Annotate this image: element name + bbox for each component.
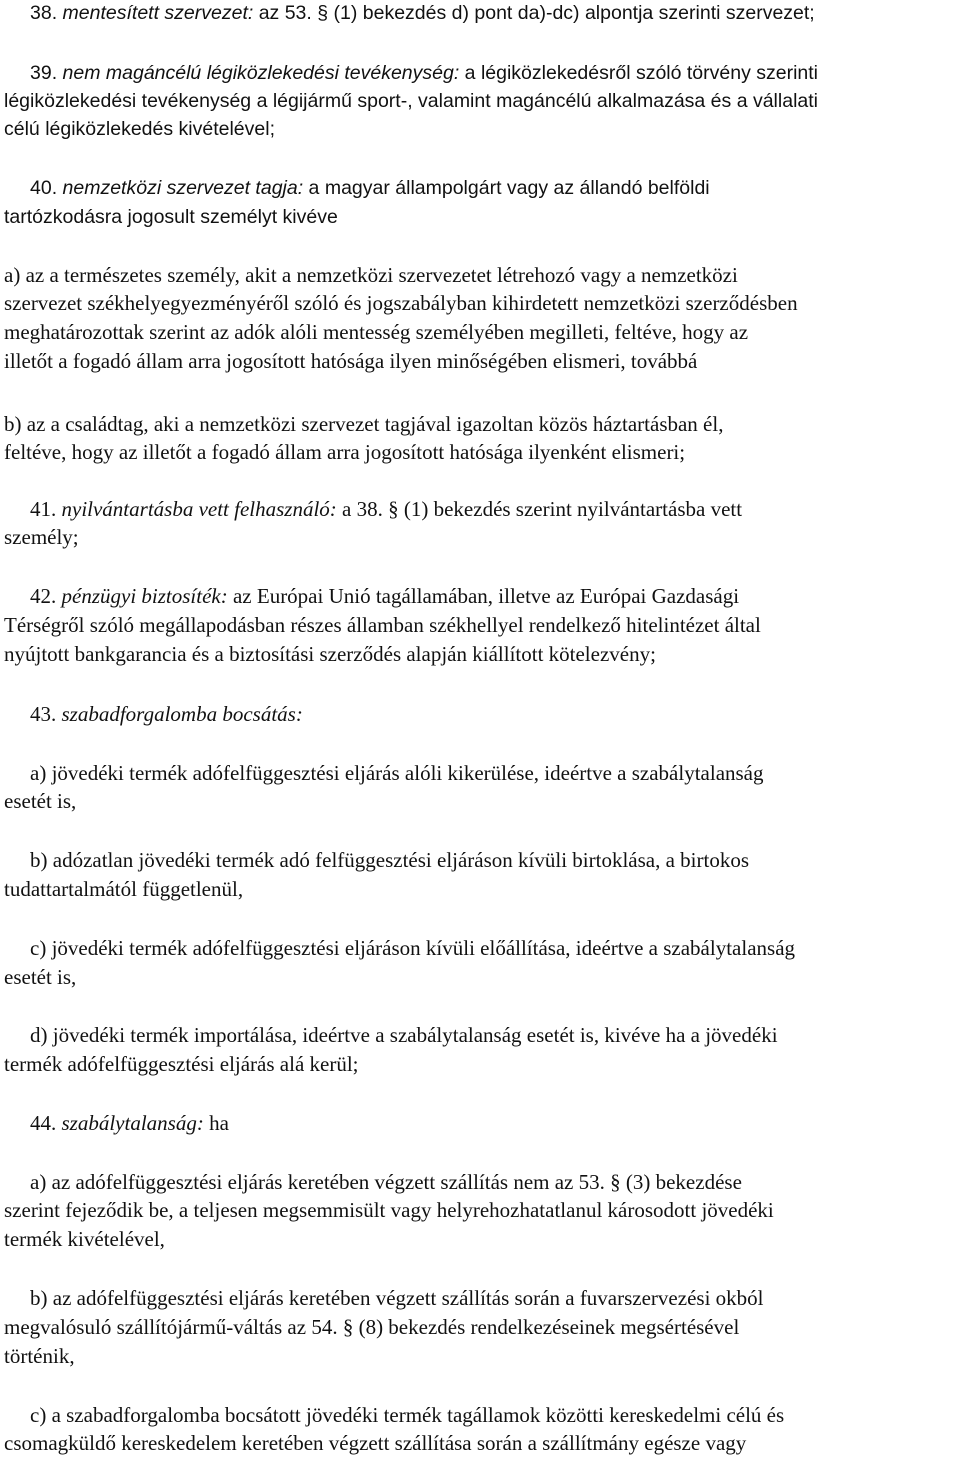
- definition-40-a-line-2: szervezet székhelyegyezményéről szóló és jogszabályban kihirdetett nemzetközi szerződésben: [4, 291, 798, 315]
- definition-44-c-line-2: csomagküldő kereskedelem keretében végzett szállítása során a szállítmány egésze vagy: [4, 1431, 747, 1455]
- definition-44-a-line-3: termék kivételével,: [4, 1227, 165, 1251]
- definition-43-a-line-1: a) jövedéki termék adófelfüggesztési eljárás alóli kikerülése, ideértve a szabálytalanság: [30, 761, 764, 785]
- definition-44-line-1: [30, 1110, 229, 1136]
- defined-term: pénzügyi biztosíték:: [61, 584, 228, 608]
- definition-43-line-1: [30, 701, 303, 727]
- definition-40-line-1: [30, 175, 710, 201]
- definition-43-c-line-2: esetét is,: [4, 965, 77, 989]
- item-number: 40.: [30, 177, 63, 199]
- item-number: 41.: [30, 497, 62, 521]
- definition-44-b-line-3: történik,: [4, 1344, 75, 1368]
- definition-40-b-line-2: feltéve, hogy az illetőt a fogadó állam arra jogosított hatósága ilyenként elismeri;: [4, 440, 686, 464]
- definition-42-line-1: [30, 583, 739, 609]
- definition-41-line-2: személy;: [4, 525, 79, 549]
- defined-term: nemzetközi szervezet tagja:: [62, 177, 304, 199]
- definition-text: az 53. § (1) bekezdés d) pont da)-dc) alpontja szerinti szervezet;: [253, 2, 815, 24]
- item-number: 38.: [30, 2, 63, 24]
- definition-44-a-line-1: a) az adófelfüggesztési eljárás keretében végzett szállítás nem az 53. § (3) bekezdése: [30, 1170, 742, 1194]
- definition-43-d-line-1: d) jövedéki termék importálása, ideértve a szabálytalanság esetét is, kivéve ha a jövedéki: [30, 1023, 778, 1047]
- defined-term: szabadforgalomba bocsátás:: [61, 702, 303, 726]
- definition-text: a 38. § (1) bekezdés szerint nyilvántartásba vett: [336, 497, 743, 521]
- definition-41-line-1: [30, 496, 742, 522]
- defined-term: szabálytalanság:: [61, 1111, 204, 1135]
- defined-term: mentesített szervezet:: [62, 2, 254, 24]
- defined-term: nem magáncélú légiközlekedési tevékenység:: [62, 62, 460, 84]
- definition-text: az Európai Unió tagállamában, illetve az Európai Gazdasági: [227, 584, 740, 608]
- definition-text: a magyar állampolgárt vagy az állandó belföldi: [303, 177, 710, 199]
- definition-40-line-2: tartózkodásra jogosult személyt kivéve: [4, 206, 338, 228]
- definition-text: ha: [203, 1111, 229, 1135]
- definition-40-a-line-1: a) az a természetes személy, akit a nemzetközi szervezetet létrehozó vagy a nemzetközi: [4, 263, 738, 287]
- item-number: 42.: [30, 584, 62, 608]
- definition-44-c-line-1: c) a szabadforgalomba bocsátott jövedéki termék tagállamok közötti kereskedelmi célú és: [30, 1403, 785, 1427]
- definition-40-b-line-1: b) az a családtag, aki a nemzetközi szervezet tagjával igazoltan közös háztartásban él,: [4, 412, 724, 436]
- definition-42-line-3: nyújtott bankgarancia és a biztosítási szerződés alapján kiállított kötelezvény;: [4, 642, 656, 666]
- definition-text: a légiközlekedésről szóló törvény szerinti: [459, 62, 819, 84]
- definition-43-d-line-2: termék adófelfüggesztési eljárás alá kerül;: [4, 1052, 359, 1076]
- definition-38-line-1: [30, 0, 815, 26]
- definition-44-b-line-2: megvalósuló szállítójármű-váltás az 54. § (8) bekezdés rendelkezéseinek megsértésével: [4, 1315, 740, 1339]
- definition-43-a-line-2: esetét is,: [4, 789, 77, 813]
- definition-44-b-line-1: b) az adófelfüggesztési eljárás keretében végzett szállítás során a fuvarszervezési okból: [30, 1286, 764, 1310]
- definition-44-a-line-2: szerint fejeződik be, a teljesen megsemmisült vagy helyrehozhatatlanul károsodott jövedéki: [4, 1198, 774, 1222]
- item-number: 39.: [30, 62, 63, 84]
- definition-42-line-2: Térségről szóló megállapodásban részes államban székhellyel rendelkező hitelintézet által: [4, 613, 761, 637]
- item-number: 43.: [30, 702, 62, 726]
- definition-43-b-line-1: b) adózatlan jövedéki termék adó felfüggesztési eljáráson kívüli birtoklása, a birtokos: [30, 848, 750, 872]
- definition-43-c-line-1: c) jövedéki termék adófelfüggesztési eljáráson kívüli előállítása, ideértve a szabálytalanság: [30, 936, 796, 960]
- defined-term: nyilvántartásba vett felhasználó:: [61, 497, 337, 521]
- definition-39-line-3: célú légiközlekedés kivételével;: [4, 118, 275, 140]
- definition-40-a-line-4: illetőt a fogadó állam arra jogosított hatósága ilyen minőségében elismeri, továbbá: [4, 349, 698, 373]
- definition-39-line-1: [30, 60, 818, 86]
- definition-40-a-line-3: meghatározottak szerint az adók alóli mentesség személyében megilleti, feltéve, hogy az: [4, 320, 749, 344]
- definition-43-b-line-2: tudattartalmától függetlenül,: [4, 877, 244, 901]
- definition-39-line-2: légiközlekedési tevékenység a légijármű sport-, valamint magáncélú alkalmazása és a vállalati: [4, 90, 818, 112]
- item-number: 44.: [30, 1111, 62, 1135]
